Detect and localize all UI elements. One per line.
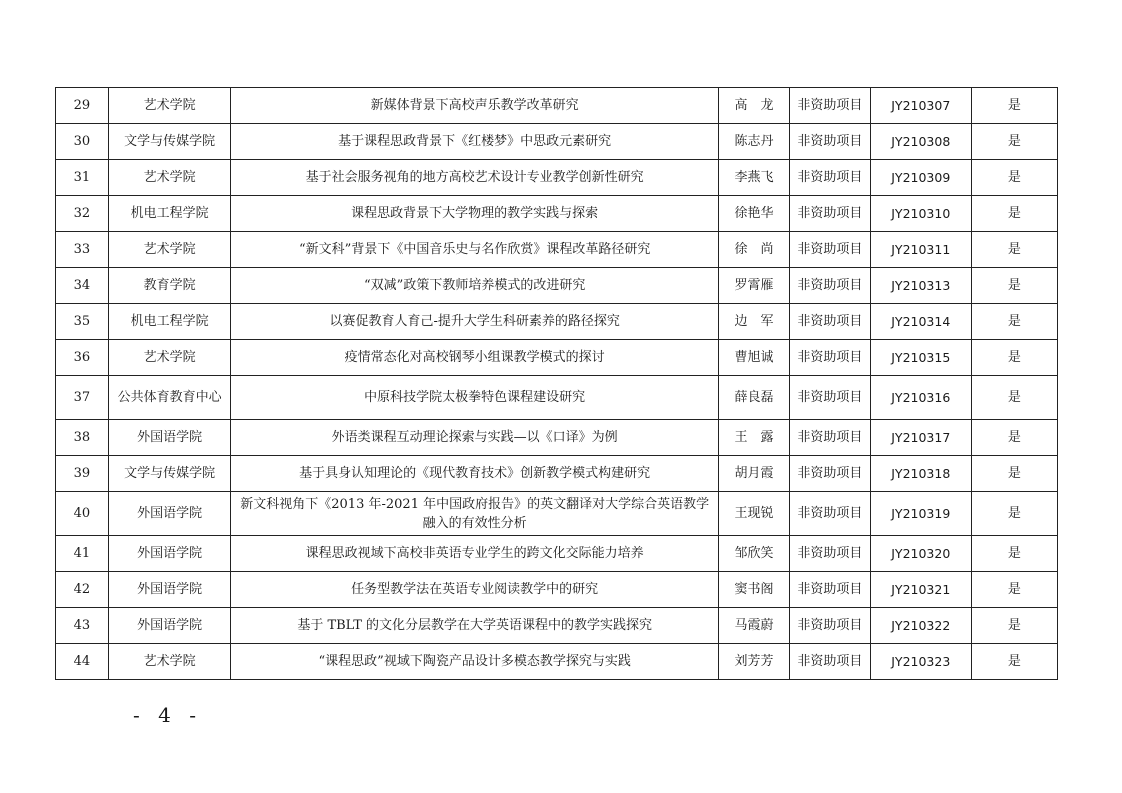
page-number: - 4 - <box>133 703 202 727</box>
table-row <box>56 304 1058 340</box>
project-type-cell: 非资助项目 <box>789 304 870 340</box>
project-code-cell: JY210319 <box>870 492 971 536</box>
project-title-cell: 新媒体背景下高校声乐教学改革研究 <box>231 88 719 124</box>
row-number: 39 <box>56 456 109 492</box>
project-code-cell: JY210309 <box>870 160 971 196</box>
project-code-cell: JY210323 <box>870 644 971 680</box>
row-number: 30 <box>56 124 109 160</box>
table-row <box>56 124 1058 160</box>
project-type-cell: 非资助项目 <box>789 160 870 196</box>
row-number: 35 <box>56 304 109 340</box>
project-code-cell: JY210318 <box>870 456 971 492</box>
approved-cell: 是 <box>971 340 1057 376</box>
project-code-cell: JY210322 <box>870 608 971 644</box>
project-code-cell: JY210315 <box>870 340 971 376</box>
table-row <box>56 268 1058 304</box>
college-cell: 艺术学院 <box>108 88 231 124</box>
project-type-cell: 非资助项目 <box>789 376 870 420</box>
approved-cell: 是 <box>971 124 1057 160</box>
project-title-cell: 基于社会服务视角的地方高校艺术设计专业教学创新性研究 <box>231 160 719 196</box>
approved-cell: 是 <box>971 376 1057 420</box>
project-type-cell: 非资助项目 <box>789 232 870 268</box>
row-number: 34 <box>56 268 109 304</box>
project-leader-cell: 徐艳华 <box>718 196 789 232</box>
college-cell: 外国语学院 <box>108 536 231 572</box>
row-number: 37 <box>56 376 109 420</box>
project-leader-cell: 窦书阁 <box>718 572 789 608</box>
project-leader-cell: 高 龙 <box>718 88 789 124</box>
table-row <box>56 536 1058 572</box>
project-title-cell: 外语类课程互动理论探索与实践—以《口译》为例 <box>231 420 719 456</box>
project-leader-cell: 刘芳芳 <box>718 644 789 680</box>
project-leader-cell: 薛良磊 <box>718 376 789 420</box>
project-type-cell: 非资助项目 <box>789 608 870 644</box>
row-number: 31 <box>56 160 109 196</box>
project-leader-cell: 王现锐 <box>718 492 789 536</box>
row-number: 41 <box>56 536 109 572</box>
approved-cell: 是 <box>971 572 1057 608</box>
row-number: 42 <box>56 572 109 608</box>
college-cell: 外国语学院 <box>108 492 231 536</box>
approved-cell: 是 <box>971 268 1057 304</box>
approved-cell: 是 <box>971 536 1057 572</box>
row-number: 32 <box>56 196 109 232</box>
project-leader-cell: 边 军 <box>718 304 789 340</box>
project-title-cell: 基于 TBLT 的文化分层教学在大学英语课程中的教学实践探究 <box>231 608 719 644</box>
project-type-cell: 非资助项目 <box>789 196 870 232</box>
project-type-cell: 非资助项目 <box>789 572 870 608</box>
project-code-cell: JY210311 <box>870 232 971 268</box>
project-list-table <box>55 87 1058 680</box>
project-title-cell: 中原科技学院太极拳特色课程建设研究 <box>231 376 719 420</box>
table-row <box>56 420 1058 456</box>
project-leader-cell: 李燕飞 <box>718 160 789 196</box>
table-row <box>56 232 1058 268</box>
project-title-cell: 基于课程思政背景下《红楼梦》中思政元素研究 <box>231 124 719 160</box>
project-leader-cell: 罗霄雁 <box>718 268 789 304</box>
college-cell: 机电工程学院 <box>108 196 231 232</box>
project-title-cell: 以赛促教育人育己-提升大学生科研素养的路径探究 <box>231 304 719 340</box>
college-cell: 艺术学院 <box>108 340 231 376</box>
project-title-cell: 疫情常态化对高校钢琴小组课教学模式的探讨 <box>231 340 719 376</box>
project-code-cell: JY210310 <box>870 196 971 232</box>
table-body <box>56 88 1058 680</box>
project-leader-cell: 胡月霞 <box>718 456 789 492</box>
project-code-cell: JY210320 <box>870 536 971 572</box>
project-leader-cell: 陈志丹 <box>718 124 789 160</box>
approved-cell: 是 <box>971 608 1057 644</box>
project-title-cell: 课程思政背景下大学物理的教学实践与探索 <box>231 196 719 232</box>
approved-cell: 是 <box>971 160 1057 196</box>
project-code-cell: JY210308 <box>870 124 971 160</box>
project-code-cell: JY210314 <box>870 304 971 340</box>
table-row <box>56 340 1058 376</box>
approved-cell: 是 <box>971 232 1057 268</box>
college-cell: 教育学院 <box>108 268 231 304</box>
college-cell: 外国语学院 <box>108 420 231 456</box>
project-type-cell: 非资助项目 <box>789 456 870 492</box>
college-cell: 机电工程学院 <box>108 304 231 340</box>
project-leader-cell: 王 露 <box>718 420 789 456</box>
approved-cell: 是 <box>971 456 1057 492</box>
project-code-cell: JY210321 <box>870 572 971 608</box>
project-code-cell: JY210307 <box>870 88 971 124</box>
approved-cell: 是 <box>971 304 1057 340</box>
college-cell: 艺术学院 <box>108 232 231 268</box>
project-leader-cell: 马霞蔚 <box>718 608 789 644</box>
row-number: 38 <box>56 420 109 456</box>
approved-cell: 是 <box>971 196 1057 232</box>
row-number: 43 <box>56 608 109 644</box>
row-number: 29 <box>56 88 109 124</box>
project-title-cell: “双减”政策下教师培养模式的改进研究 <box>231 268 719 304</box>
table-row <box>56 196 1058 232</box>
table-row <box>56 644 1058 680</box>
project-leader-cell: 曹旭诚 <box>718 340 789 376</box>
college-cell: 外国语学院 <box>108 572 231 608</box>
project-type-cell: 非资助项目 <box>789 88 870 124</box>
row-number: 36 <box>56 340 109 376</box>
college-cell: 文学与传媒学院 <box>108 124 231 160</box>
project-type-cell: 非资助项目 <box>789 644 870 680</box>
table-row <box>56 492 1058 536</box>
college-cell: 艺术学院 <box>108 160 231 196</box>
project-title-cell: 任务型教学法在英语专业阅读教学中的研究 <box>231 572 719 608</box>
project-title-cell: “课程思政”视域下陶瓷产品设计多模态教学探究与实践 <box>231 644 719 680</box>
approved-cell: 是 <box>971 88 1057 124</box>
row-number: 44 <box>56 644 109 680</box>
college-cell: 艺术学院 <box>108 644 231 680</box>
table-row <box>56 88 1058 124</box>
row-number: 33 <box>56 232 109 268</box>
project-type-cell: 非资助项目 <box>789 492 870 536</box>
table-row <box>56 608 1058 644</box>
table-row <box>56 572 1058 608</box>
table-row <box>56 160 1058 196</box>
project-type-cell: 非资助项目 <box>789 420 870 456</box>
row-number: 40 <box>56 492 109 536</box>
table-row <box>56 456 1058 492</box>
project-title-cell: 课程思政视域下高校非英语专业学生的跨文化交际能力培养 <box>231 536 719 572</box>
table-row <box>56 376 1058 420</box>
approved-cell: 是 <box>971 644 1057 680</box>
project-leader-cell: 邹欣笑 <box>718 536 789 572</box>
approved-cell: 是 <box>971 420 1057 456</box>
project-code-cell: JY210313 <box>870 268 971 304</box>
project-code-cell: JY210317 <box>870 420 971 456</box>
project-type-cell: 非资助项目 <box>789 124 870 160</box>
project-code-cell: JY210316 <box>870 376 971 420</box>
project-title-cell: “新文科”背景下《中国音乐史与名作欣赏》课程改革路径研究 <box>231 232 719 268</box>
project-type-cell: 非资助项目 <box>789 268 870 304</box>
college-cell: 公共体育教育中心 <box>108 376 231 420</box>
project-type-cell: 非资助项目 <box>789 536 870 572</box>
project-title-cell: 基于具身认知理论的《现代教育技术》创新教学模式构建研究 <box>231 456 719 492</box>
project-type-cell: 非资助项目 <box>789 340 870 376</box>
approved-cell: 是 <box>971 492 1057 536</box>
college-cell: 文学与传媒学院 <box>108 456 231 492</box>
project-title-cell: 新文科视角下《2013 年-2021 年中国政府报告》的英文翻译对大学综合英语教学融入的有效性分析 <box>231 492 719 536</box>
college-cell: 外国语学院 <box>108 608 231 644</box>
project-leader-cell: 徐 尚 <box>718 232 789 268</box>
